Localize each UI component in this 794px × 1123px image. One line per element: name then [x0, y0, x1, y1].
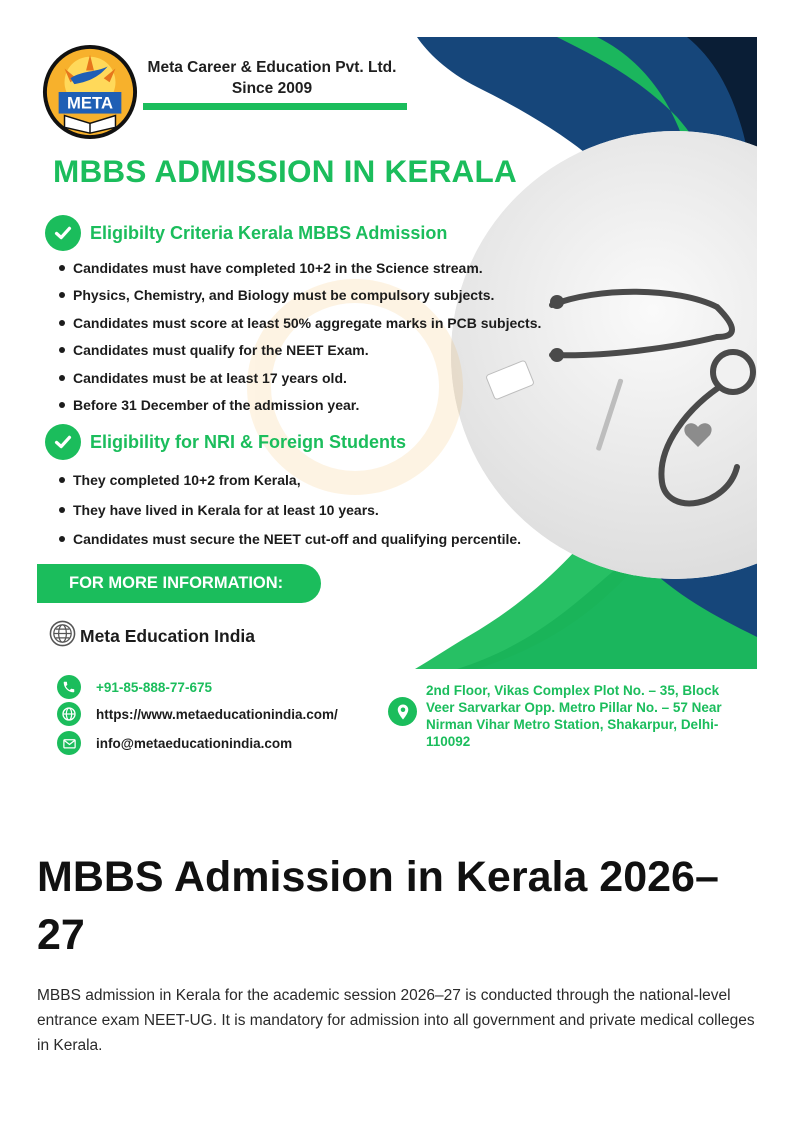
contact-phone — [57, 675, 212, 699]
section-heading-eligibility — [45, 215, 447, 251]
section-title: Eligibility for NRI & Foreign Students — [90, 431, 407, 452]
admission-banner — [37, 37, 757, 759]
list-item: Candidates must secure the NEET cut-off and qualifying percentile. — [59, 530, 521, 548]
website-link[interactable]: https://www.metaeducationindia.com/ — [96, 706, 338, 722]
address-text: 2nd Floor, Vikas Complex Plot No. – 35, Block Veer Sarvarkar Opp. Metro Pillar No. – 57 Near Nirman Vihar Metro Station, Shakarpur, Delhi-110092 — [426, 683, 722, 749]
company-underline — [143, 103, 407, 110]
list-item: Candidates must be at least 17 years old. — [59, 369, 541, 387]
eligibility-list — [59, 259, 541, 423]
list-item: Physics, Chemistry, and Biology must be compulsory subjects. — [59, 286, 541, 304]
phone-number[interactable]: +91-85-888-77-675 — [96, 679, 212, 695]
check-icon — [45, 424, 81, 460]
list-item: Candidates must score at least 50% aggregate marks in PCB subjects. — [59, 314, 541, 332]
email-link[interactable]: info@metaeducationindia.com — [96, 735, 293, 751]
list-item: Candidates must qualify for the NEET Exam. — [59, 341, 541, 359]
globe-icon — [49, 620, 76, 652]
check-icon — [45, 215, 81, 251]
article-body: MBBS admission in Kerala for the academic session 2026–27 is conducted through the national-level entrance exam NEET-UG. It is mandatory for admission into all government and private medical colleges in Kerala. — [37, 987, 755, 1054]
more-info-banner: FOR MORE INFORMATION: — [37, 564, 321, 603]
section-heading-nri — [45, 424, 406, 460]
banner-title: MBBS ADMISSION IN KERALA — [53, 153, 517, 189]
list-item: They have lived in Kerala for at least 10 years. — [59, 501, 521, 519]
company-name-block — [141, 57, 403, 99]
nri-eligibility-list — [59, 471, 521, 560]
svg-text:META: META — [67, 93, 113, 113]
list-item: Before 31 December of the admission year. — [59, 396, 541, 414]
meta-logo — [41, 43, 139, 141]
article-title: MBBS Admission in Kerala 2026–27 — [37, 853, 719, 959]
contact-website — [57, 702, 338, 726]
list-item: Candidates must have completed 10+2 in the Science stream. — [59, 259, 541, 277]
mail-icon — [57, 731, 81, 755]
brand-name: Meta Education India — [80, 625, 256, 646]
location-pin-icon — [388, 697, 417, 726]
brand-row — [49, 620, 255, 652]
globe-icon — [57, 702, 81, 726]
list-item: They completed 10+2 from Kerala, — [59, 471, 521, 489]
phone-icon — [57, 675, 81, 699]
section-title: Eligibilty Criteria Kerala MBBS Admission — [90, 222, 448, 243]
company-since: Since 2009 — [231, 80, 313, 97]
company-name: Meta Career & Education Pvt. Ltd. — [147, 59, 397, 76]
contact-email — [57, 731, 292, 755]
stethoscope-chestpiece — [713, 352, 753, 392]
